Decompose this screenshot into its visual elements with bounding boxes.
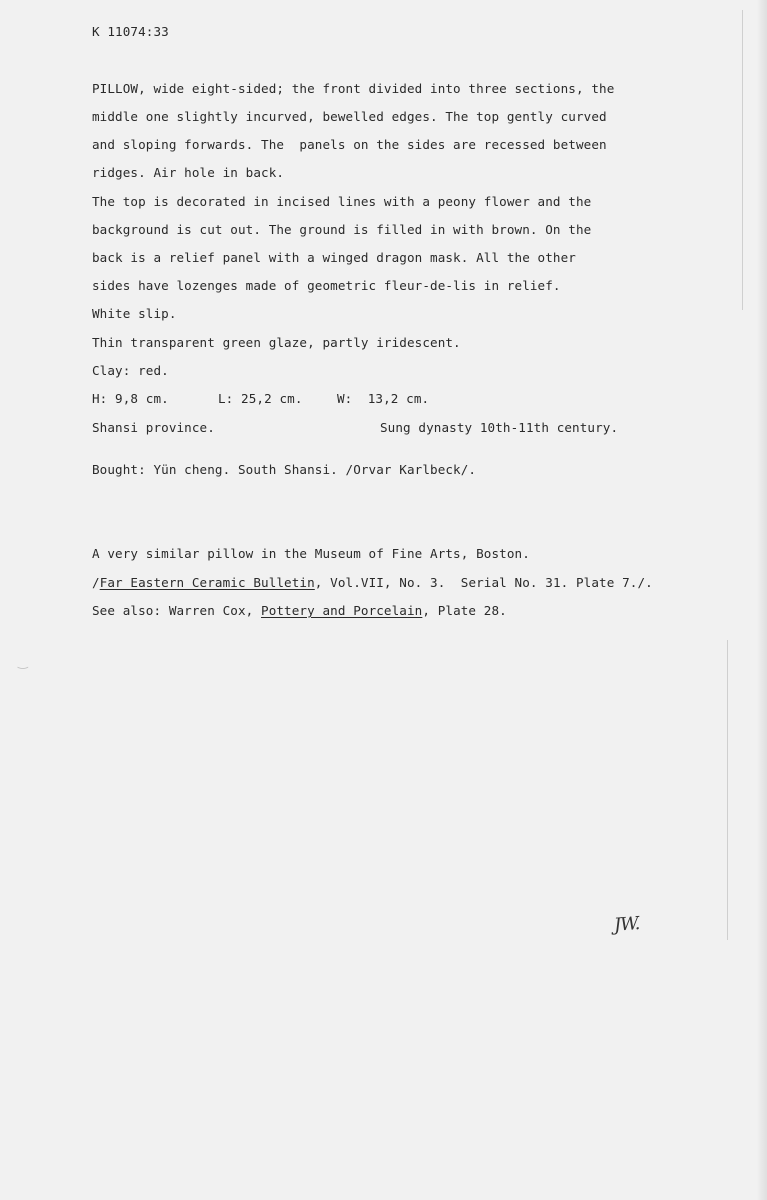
description-line: middle one slightly incurved, bewelled edges. The top gently curved xyxy=(92,109,607,124)
width-dimension: W: 13,2 cm. xyxy=(337,391,430,406)
description-line: The top is decorated in incised lines with a peony flower and the xyxy=(92,194,592,209)
description-line: PILLOW, wide eight-sided; the front divided into three sections, the xyxy=(92,81,615,96)
bulletin-title: Far Eastern Ceramic Bulletin xyxy=(99,575,315,590)
paper-scuff xyxy=(742,10,743,310)
length-dimension: L: 25,2 cm. xyxy=(218,391,303,406)
reference-suffix: , Vol.VII, No. 3. Serial No. 31. Plate 7./. xyxy=(314,575,653,590)
glaze-line: Thin transparent green glaze, partly iridescent. xyxy=(92,335,461,350)
reference-suffix: , Plate 28. xyxy=(422,603,507,618)
description-line: back is a relief panel with a winged dragon mask. All the other xyxy=(92,250,576,265)
handwritten-initials: JW. xyxy=(613,913,640,936)
dynasty: Sung dynasty 10th-11th century. xyxy=(380,420,619,435)
reference-line xyxy=(92,603,507,619)
reference-prefix: / xyxy=(92,575,100,590)
description-line: background is cut out. The ground is filled in with brown. On the xyxy=(92,222,592,237)
height-dimension: H: 9,8 cm. xyxy=(92,391,169,406)
paper-scuff xyxy=(727,640,728,940)
clay-line: Clay: red. xyxy=(92,363,169,378)
reference-line xyxy=(92,575,653,591)
reference-prefix: See also: Warren Cox, xyxy=(92,603,262,618)
bought-line: Bought: Yün cheng. South Shansi. /Orvar Karlbeck/. xyxy=(92,462,477,477)
reference-line: A very similar pillow in the Museum of Fine Arts, Boston. xyxy=(92,546,530,561)
paper-mark: ‿ xyxy=(18,655,28,669)
description-line: sides have lozenges made of geometric fleur-de-lis in relief. xyxy=(92,278,561,293)
book-title: Pottery and Porcelain xyxy=(261,603,423,618)
province: Shansi province. xyxy=(92,420,215,435)
catalog-number: K 11074:33 xyxy=(92,24,169,39)
paper-edge-shadow xyxy=(757,0,767,1200)
slip-line: White slip. xyxy=(92,306,177,321)
description-line: and sloping forwards. The panels on the sides are recessed between xyxy=(92,137,607,152)
description-line: ridges. Air hole in back. xyxy=(92,165,285,180)
